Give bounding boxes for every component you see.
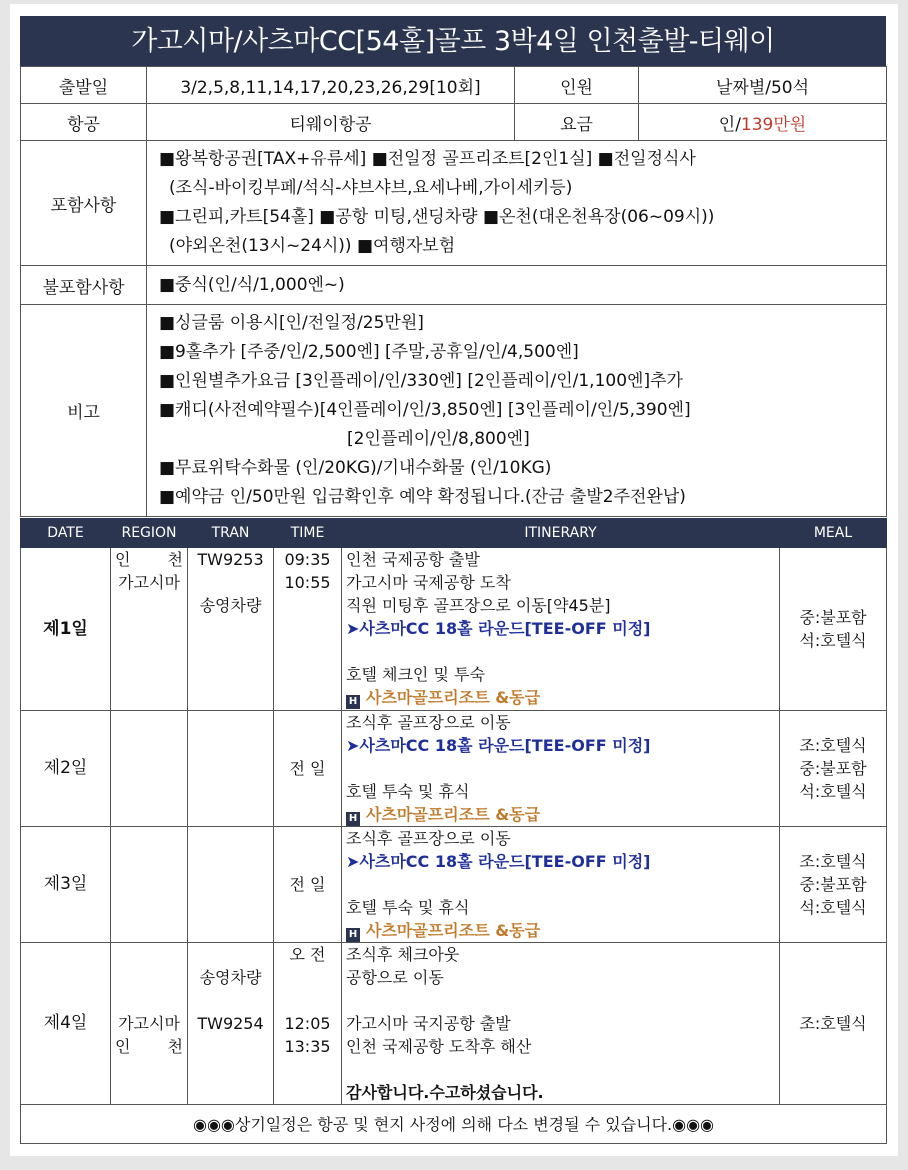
excluded-value: ■중식(인/식/1,000엔~) — [147, 266, 887, 305]
golf-round: ➤사츠마CC 18홀 라운드[TEE-OFF 미정] — [346, 852, 651, 871]
remark-line: ■인원별추가요금 [3인플레이/인/330엔] [2인플레이/인/1,100엔]추가 — [159, 371, 683, 391]
region-incheon: 인 천 — [115, 550, 183, 569]
hotel-icon: H — [346, 812, 360, 826]
flight-code: TW9254 — [197, 1014, 264, 1033]
depart-time: 12:05 — [284, 1014, 331, 1033]
day1-date: 제1일 — [21, 548, 111, 711]
depart-label: 출발일 — [21, 67, 147, 104]
arrive-time: 13:35 — [284, 1037, 331, 1056]
day4-date: 제4일 — [21, 943, 111, 1105]
itin-line: 조식후 골프장으로 이동 — [346, 713, 511, 732]
day1-region — [111, 548, 188, 711]
itin-line: 인천 국제공항 출발 — [346, 550, 480, 569]
page-title: 가고시마/사츠마CC[54홀]골프 3박4일 인천출발-티웨이 — [20, 16, 886, 66]
itinerary-table — [20, 518, 887, 1144]
remark-line: ■예약금 인/50만원 입금확인후 예약 확정됩니다.(잔금 출발2주전완납) — [159, 487, 686, 507]
itin-line: 호텔 투숙 및 휴식 — [346, 898, 470, 917]
fare-amount: 139만원 — [740, 114, 807, 135]
header-region: REGION — [111, 519, 188, 548]
day3-itinerary — [342, 827, 780, 943]
itin-line: 가고시마 국지공항 출발 — [346, 1014, 511, 1033]
region-kagoshima: 가고시마 — [118, 573, 180, 592]
included-line: (야외온천(13시~24시)) ■여행자보험 — [169, 236, 456, 256]
itin-line: 직원 미팅후 골프장으로 이동[약45분] — [346, 596, 611, 615]
day1-itinerary — [342, 548, 780, 711]
hotel-icon: H — [346, 928, 360, 942]
day-row — [21, 548, 887, 711]
day2-tran — [188, 711, 274, 827]
day2-date: 제2일 — [21, 711, 111, 827]
airline-value: 티웨이항공 — [147, 104, 515, 141]
info-table — [20, 66, 887, 517]
time-am: 오 전 — [289, 945, 326, 964]
day-row — [21, 711, 887, 827]
remark-line: ■캐디(사전예약필수)[4인플레이/인/3,850엔] [3인플레이/인/5,390엔] — [159, 400, 691, 420]
day2-meal: 조:호텔식 중:불포함 석:호텔식 — [780, 711, 887, 827]
fare-label: 요금 — [515, 104, 639, 141]
itinerary-sheet — [10, 4, 898, 1156]
header-time: TIME — [274, 519, 342, 548]
day4-region — [111, 943, 188, 1105]
day4-itinerary — [342, 943, 780, 1105]
itin-line: 인천 국제공항 도착후 해산 — [346, 1037, 532, 1056]
remark-line: ■무료위탁수화물 (인/20KG)/기내수화물 (인/10KG) — [159, 458, 552, 478]
header-date: DATE — [21, 519, 111, 548]
day3-date: 제3일 — [21, 827, 111, 943]
flight-code: TW9253 — [197, 550, 264, 569]
people-value: 날짜별/50석 — [639, 67, 887, 104]
depart-time: 09:35 — [284, 550, 331, 569]
remarks-label: 비고 — [21, 305, 147, 517]
remark-line: [2인플레이/인/8,800엔] — [347, 429, 530, 449]
day4-time — [274, 943, 342, 1105]
hotel-name: H 사츠마골프리조트 &동급 — [346, 686, 779, 709]
included-list — [147, 141, 887, 266]
day3-meal: 조:호텔식 중:불포함 석:호텔식 — [780, 827, 887, 943]
region-kagoshima: 가고시마 — [118, 1014, 180, 1033]
itin-line: 호텔 투숙 및 휴식 — [346, 782, 470, 801]
day3-tran — [188, 827, 274, 943]
depart-value: 3/2,5,8,11,14,17,20,23,26,29[10회] — [147, 67, 515, 104]
golf-round: ➤사츠마CC 18홀 라운드[TEE-OFF 미정] — [346, 736, 651, 755]
day1-meal: 중:불포함 석:호텔식 — [780, 548, 887, 711]
included-line: ■그린피,카트[54홀] ■공항 미팅,샌딩차량 ■온천(대온천욕장(06~09시)) — [159, 207, 715, 227]
day3-time: 전 일 — [274, 827, 342, 943]
remarks-list — [147, 305, 887, 517]
itin-line: 조식후 골프장으로 이동 — [346, 829, 511, 848]
day1-tran — [188, 548, 274, 711]
day-row — [21, 827, 887, 943]
included-line: ■왕복항공권[TAX+유류세] ■전일정 골프리조트[2인1실] ■전일정식사 — [159, 149, 696, 169]
day2-region — [111, 711, 188, 827]
day2-itinerary — [342, 711, 780, 827]
itin-line: 가고시마 국제공항 도착 — [346, 573, 511, 592]
arrive-time: 10:55 — [284, 573, 331, 592]
fare-prefix: 인/ — [718, 114, 741, 135]
airline-label: 항공 — [21, 104, 147, 141]
day4-meal: 조:호텔식 — [780, 943, 887, 1105]
included-label: 포함사항 — [21, 141, 147, 266]
included-line: (조식-바이킹부페/석식-샤브샤브,요세나베,가이세키등) — [169, 178, 573, 198]
remark-line: ■9홀추가 [주중/인/2,500엔] [주말,공휴일/인/4,500엔] — [159, 342, 579, 362]
itin-line: 공항으로 이동 — [346, 968, 444, 987]
day4-tran — [188, 943, 274, 1105]
header-itinerary: ITINERARY — [342, 519, 780, 548]
day-row — [21, 943, 887, 1105]
fare-value — [639, 104, 887, 141]
hotel-name: H 사츠마골프리조트 &동급 — [346, 919, 779, 942]
hotel-icon: H — [346, 695, 360, 709]
header-tran: TRAN — [188, 519, 274, 548]
hotel-name: H 사츠마골프리조트 &동급 — [346, 803, 779, 826]
day3-region — [111, 827, 188, 943]
header-meal: MEAL — [780, 519, 887, 548]
day1-time — [274, 548, 342, 711]
transfer: 송영차량 — [199, 968, 262, 987]
excluded-label: 불포함사항 — [21, 266, 147, 305]
itin-line: 호텔 체크인 및 투숙 — [346, 665, 485, 684]
day2-time: 전 일 — [274, 711, 342, 827]
itin-line: 조식후 체크아웃 — [346, 945, 460, 964]
remark-line: ■싱글룸 이용시[인/전일정/25만원] — [159, 313, 424, 333]
notice: ◉◉◉상기일정은 항공 및 현지 사정에 의해 다소 변경될 수 있습니다.◉◉◉ — [21, 1105, 887, 1144]
region-incheon: 인 천 — [115, 1037, 183, 1056]
transfer: 송영차량 — [199, 596, 262, 615]
golf-round: ➤사츠마CC 18홀 라운드[TEE-OFF 미정] — [346, 619, 651, 638]
people-label: 인원 — [515, 67, 639, 104]
thanks-message: 감사합니다.수고하셨습니다. — [346, 1083, 544, 1102]
